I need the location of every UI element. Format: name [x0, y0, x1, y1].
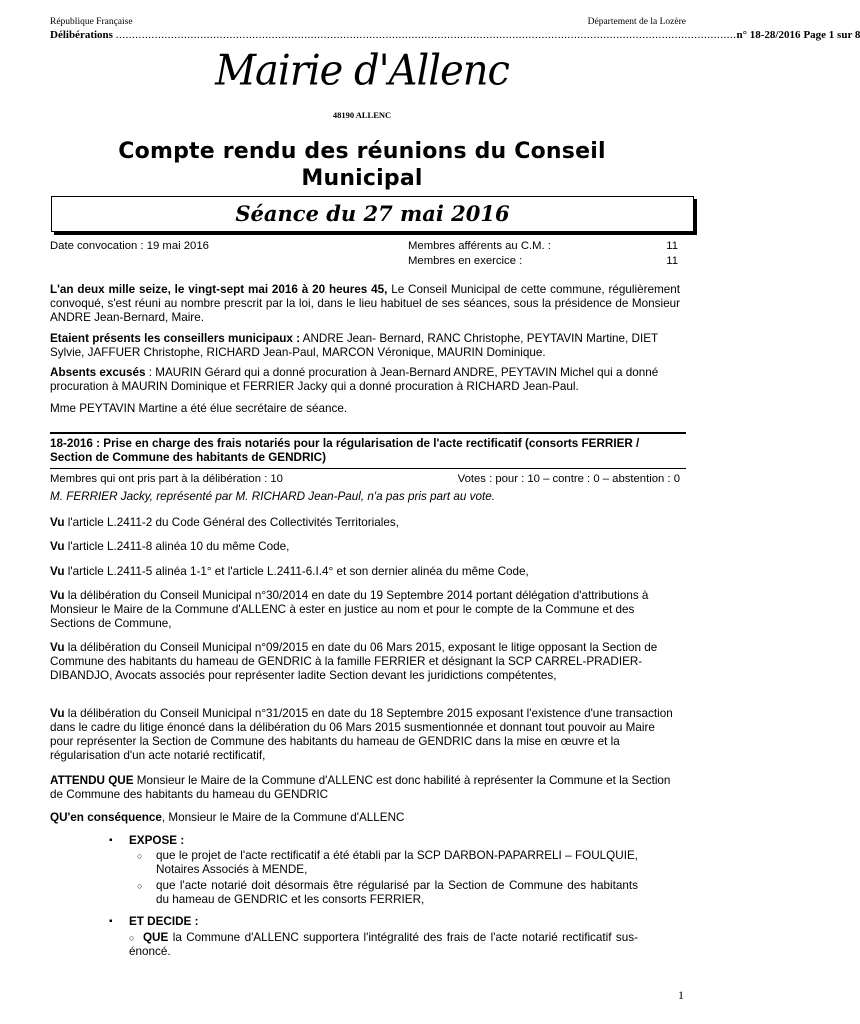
- consequence-line: [50, 811, 680, 825]
- exercice-value: 11: [666, 255, 678, 267]
- seance-box: [51, 196, 694, 232]
- vu-word: Vu: [50, 641, 65, 654]
- postal-address: 48190 ALLENC: [332, 110, 392, 120]
- vu-text: l'article L.2411-8 alinéa 10 du même Code,: [64, 540, 290, 553]
- page-count: Page 1 sur 8: [803, 29, 860, 41]
- consequence-text: , Monsieur le Maire de la Commune d'ALLENC: [161, 811, 405, 824]
- bullet-square-icon: ▪: [109, 916, 113, 927]
- page-number: 1: [678, 988, 684, 1002]
- convocation-date: Date convocation : 19 mai 2016: [50, 240, 209, 252]
- secretaire-line: Mme PEYTAVIN Martine a été élue secrétaire de séance.: [50, 402, 348, 415]
- republique-label: République Française: [50, 17, 133, 27]
- vu-item: [50, 516, 680, 530]
- presents-names: ANDRE Jean- Bernard, RANC Christophe, PEYTAVIN Martine, DIET Sylvie, JAFFUER Christophe, RICHARD Jean-Paul, MARCON Véronique, MAURIN Dominique.: [50, 332, 658, 359]
- vu-item: [50, 707, 680, 763]
- attendu-paragraph: [50, 774, 680, 802]
- votes-result: Votes : pour : 10 – contre : 0 – abstention : 0: [457, 473, 680, 485]
- convocation-row-1: [50, 240, 680, 252]
- mairie-logo: Mairie d'Allenc: [215, 46, 509, 96]
- votes-separator: [50, 468, 686, 469]
- exercice-label: Membres en exercice :: [408, 255, 523, 267]
- decide-paragraph: [129, 931, 638, 959]
- vu-item: [50, 589, 680, 631]
- decide-label: ET DECIDE :: [129, 915, 199, 928]
- vu-text: l'article L.2411-5 alinéa 1-1° et l'article L.2411-6.I.4° et son dernier alinéa du même Code,: [64, 565, 529, 578]
- vu-item: [50, 641, 680, 683]
- vu-word: Vu: [50, 540, 65, 553]
- vu-word: Vu: [50, 516, 65, 529]
- intro-rest: Le Conseil Municipal de cette commune, régulièrement convoqué, s'est réuni au nombre prescrit par la loi, dans le lieu habituel de ses séances, sous la présidence de Monsieur ANDRE Jean-Bernard, Maire.: [50, 283, 680, 324]
- excuses-paragraph: [50, 366, 680, 394]
- expose-item: que l'acte notarié doit désormais être régularisé par la Section de Commune des habitants du hameau de GENDRIC et les consorts FERRIER,: [156, 879, 638, 906]
- vu-word: Vu: [50, 707, 65, 720]
- decide-que: QUE: [142, 931, 169, 944]
- afferents-value: 11: [666, 240, 678, 252]
- excuses-text: : MAURIN Gérard qui a donné procuration à Jean-Bernard ANDRE, PEYTAVIN Michel qui a donné procuration à MAURIN Dominique et FERRIER Jacky qui a donné procuration à RICHARD Jean-Paul.: [50, 366, 659, 393]
- vu-text: la délibération du Conseil Municipal n°30/2014 en date du 19 Septembre 2014 portant délégation d'attributions à Monsieur le Maire de la Commune d'ALLENC à ester en justice au nom et pour le compte de la Commune et des Sections de Commune,: [50, 589, 649, 630]
- header-deliberations-line: [50, 29, 860, 41]
- attendu-text: Monsieur le Maire de la Commune d'ALLENC est donc habilité à représenter la Commune et la Section de Commune des habitants du hameau du GENDRIC: [50, 774, 671, 801]
- consequence-label: QU'en conséquence: [50, 811, 162, 824]
- circle-bullet-icon: ○: [129, 933, 143, 943]
- reference-number: n° 18-28/2016: [736, 29, 801, 41]
- excuses-label: Absents excusés: [50, 366, 146, 379]
- deliberations-label: Délibérations: [50, 29, 113, 41]
- vu-text: l'article L.2411-2 du Code Général des Collectivités Territoriales,: [64, 516, 399, 529]
- circle-bullet-icon: ○: [137, 881, 143, 891]
- vu-item: [50, 565, 680, 579]
- attendu-label: ATTENDU QUE: [50, 774, 134, 787]
- expose-item: que le projet de l'acte rectificatif a été établi par la SCP DARBON-PAPARRELI – FOULQUIE, Notaires Associés à MENDE,: [156, 849, 638, 876]
- bullet-square-icon: ▪: [109, 835, 113, 846]
- vu-text: la délibération du Conseil Municipal n°31/2015 en date du 18 Septembre 2015 exposant l'existence d'une transaction dans le cadre du litige énoncé dans la délibération du 06 Mars 2015 susmentionnée et donnant tout pouvoir au Maire pour représenter la Section de Commune des habitants du hameau de GENDRIC dans la mise en œuvre et la régularisation d'un acte notarié rectificatif,: [50, 707, 673, 762]
- vote-note: M. FERRIER Jacky, représenté par M. RICHARD Jean-Paul, n'a pas pris part au vote.: [50, 490, 496, 503]
- presents-paragraph: [50, 332, 680, 360]
- dot-leader: ...............................................................................................................................................................................................: [115, 29, 737, 41]
- seance-title: Séance du 27 mai 2016: [235, 201, 510, 226]
- document-title: Compte rendu des réunions du Conseil Municipal: [118, 139, 606, 191]
- vu-item: [50, 540, 680, 554]
- header-top: [50, 17, 686, 27]
- vu-word: Vu: [50, 589, 65, 602]
- circle-bullet-icon: ○: [137, 851, 143, 861]
- vu-word: Vu: [50, 565, 65, 578]
- convocation-row-2: [50, 255, 680, 267]
- vu-text: la délibération du Conseil Municipal n°09/2015 en date du 06 Mars 2015, exposant le litige opposant la Section de Commune des habitants du hameau de GENDRIC à la famille FERRIER et désignant la SCP CARREL-PRADIER-DIBANDJO, Avocats associés pour représenter ladite Section devant les juridictions compétentes,: [50, 641, 658, 682]
- votes-row: [50, 473, 680, 485]
- expose-label: EXPOSE :: [129, 834, 185, 847]
- intro-lead: L'an deux mille seize, le vingt-sept mai 2016 à 20 heures 45,: [50, 283, 388, 296]
- presents-label: Etaient présents les conseillers municipaux :: [50, 332, 301, 345]
- departement-label: Département de la Lozère: [587, 17, 686, 27]
- decide-text: la Commune d'ALLENC supportera l'intégralité des frais de l'acte notarié rectificatif sus-énoncé.: [129, 931, 638, 958]
- deliberation-title: 18-2016 : Prise en charge des frais notariés pour la régularisation de l'acte rectificatif (consorts FERRIER / Section de Commune des habitants de GENDRIC): [50, 437, 640, 464]
- members-count: Membres qui ont pris part à la délibération : 10: [50, 473, 283, 485]
- afferents-label: Membres afférents au C.M. :: [408, 240, 551, 252]
- section-separator: [50, 432, 686, 434]
- intro-paragraph: [50, 283, 680, 325]
